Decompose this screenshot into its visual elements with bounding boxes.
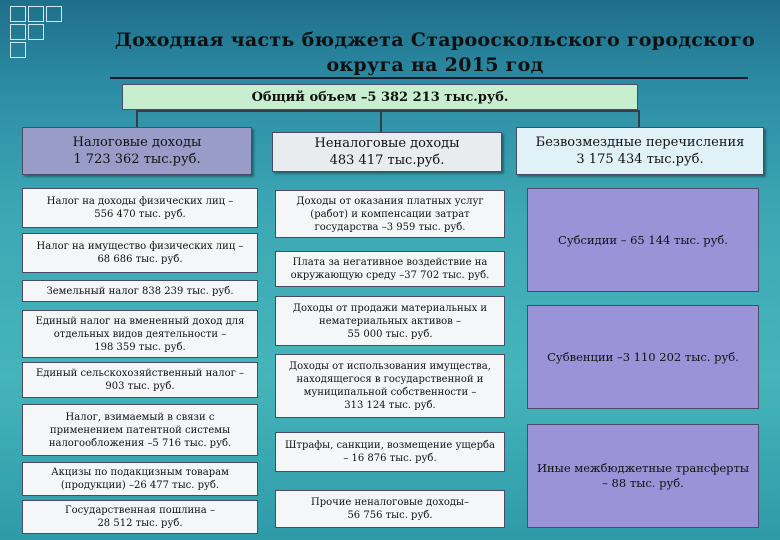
nontax-item-line: Плата за негативное воздействие на bbox=[292, 257, 488, 268]
nontax-item bbox=[275, 354, 505, 418]
nontax-item-line: окружающую среду –37 702 тыс. руб. bbox=[290, 270, 490, 281]
tax-item bbox=[22, 233, 258, 273]
tax-item bbox=[22, 280, 258, 302]
free-item-line: – 88 тыс. руб. bbox=[602, 476, 684, 490]
tax-item-line: Налог на имущество физических лиц – bbox=[36, 241, 244, 252]
tax-item-line: Единый сельскохозяйственный налог – bbox=[35, 368, 245, 379]
free-item-line: Иные межбюджетные трансферты bbox=[536, 461, 750, 475]
tax-item-line: Земельный налог 838 239 тыс. руб. bbox=[46, 285, 234, 297]
category-tax-amount: 1 723 362 тыс.руб. bbox=[73, 152, 201, 167]
free-item-subventions bbox=[527, 305, 759, 409]
total-box bbox=[122, 84, 638, 110]
tax-item-line: Налог, взимаемый в связи с bbox=[65, 411, 215, 423]
connector bbox=[136, 110, 638, 112]
tax-item-line: 28 512 тыс. руб. bbox=[97, 518, 183, 529]
tax-item-line: 556 470 тыс. руб. bbox=[94, 209, 186, 220]
nontax-item bbox=[275, 490, 505, 528]
nontax-item bbox=[275, 190, 505, 238]
nontax-item-line: государства –3 959 тыс. руб. bbox=[314, 221, 466, 233]
nontax-item-line: 55 000 тыс. руб. bbox=[347, 328, 433, 340]
category-free-amount: 3 175 434 тыс.руб. bbox=[576, 152, 704, 167]
tax-item-line: отдельных видов деятельности – bbox=[53, 328, 227, 340]
tax-item-line: (продукции) –26 477 тыс. руб. bbox=[60, 480, 220, 491]
tax-item-line: налогообложения –5 716 тыс. руб. bbox=[48, 437, 232, 449]
tax-item-line: Налог на доходы физических лиц – bbox=[46, 196, 234, 207]
nontax-item-line: (работ) и компенсации затрат bbox=[310, 208, 470, 220]
nontax-item-line: Штрафы, санкции, возмещение ущерба bbox=[285, 440, 495, 451]
tax-item-line: 903 тыс. руб. bbox=[105, 381, 175, 392]
category-tax-name: Налоговые доходы bbox=[72, 135, 202, 150]
nontax-item-line: 313 124 тыс. руб. bbox=[344, 400, 436, 411]
category-free-name: Безвозмездные перечисления bbox=[535, 135, 745, 150]
category-free bbox=[516, 127, 764, 175]
corner-square bbox=[10, 24, 26, 40]
tax-item bbox=[22, 310, 258, 358]
tax-item bbox=[22, 462, 258, 496]
nontax-item-line: Доходы от использования имущества, bbox=[289, 361, 491, 372]
connector bbox=[638, 110, 640, 127]
free-item-subsidies bbox=[527, 188, 759, 292]
connector bbox=[380, 110, 382, 132]
corner-square bbox=[10, 42, 26, 58]
free-item-other-transfers bbox=[527, 424, 759, 528]
connector bbox=[136, 110, 138, 127]
total-label: Общий объем –5 382 213 тыс.руб. bbox=[251, 89, 509, 105]
title-line-1: Доходная часть бюджета Старооскольского городского bbox=[114, 29, 756, 51]
tax-item-line: 198 359 тыс. руб. bbox=[94, 341, 186, 353]
free-item-line: Субвенции –3 110 202 тыс. руб. bbox=[547, 349, 739, 364]
tax-item-line: 68 686 тыс. руб. bbox=[97, 254, 183, 265]
tax-item-line: Акцизы по подакцизным товарам bbox=[51, 467, 229, 478]
nontax-item-line: Прочие неналоговые доходы– bbox=[311, 497, 469, 508]
tax-item bbox=[22, 500, 258, 534]
nontax-item-line: муниципальной собственности – bbox=[303, 387, 477, 398]
nontax-item-line: – 16 876 тыс. руб. bbox=[343, 453, 437, 464]
tax-item-line: Государственная пошлина – bbox=[65, 505, 215, 516]
page-title bbox=[90, 28, 780, 78]
corner-square bbox=[46, 6, 62, 22]
tax-item bbox=[22, 188, 258, 228]
title-divider bbox=[110, 77, 748, 79]
tax-item-line: применением патентной системы bbox=[49, 424, 231, 436]
category-nontax-amount: 483 417 тыс.руб. bbox=[329, 153, 445, 168]
nontax-item-line: 56 756 тыс. руб. bbox=[347, 510, 433, 521]
tax-item bbox=[22, 404, 258, 456]
corner-square bbox=[28, 24, 44, 40]
corner-square bbox=[10, 6, 26, 22]
category-nontax bbox=[272, 132, 502, 172]
title-line-2: округа на 2015 год bbox=[326, 54, 544, 76]
nontax-item-line: Доходы от оказания платных услуг bbox=[296, 195, 484, 207]
nontax-item bbox=[275, 296, 505, 346]
nontax-item-line: нематериальных активов – bbox=[319, 315, 461, 327]
tax-item-line: Единый налог на вмененный доход для bbox=[35, 315, 245, 327]
category-nontax-name: Неналоговые доходы bbox=[314, 136, 460, 151]
tax-item bbox=[22, 362, 258, 398]
corner-square bbox=[28, 6, 44, 22]
free-item-line: Субсидии – 65 144 тыс. руб. bbox=[558, 232, 728, 247]
nontax-item bbox=[275, 251, 505, 287]
nontax-item bbox=[275, 432, 505, 472]
nontax-item-line: Доходы от продажи материальных и bbox=[292, 302, 488, 314]
category-tax bbox=[22, 127, 252, 175]
nontax-item-line: находящегося в государственной и bbox=[296, 374, 484, 385]
